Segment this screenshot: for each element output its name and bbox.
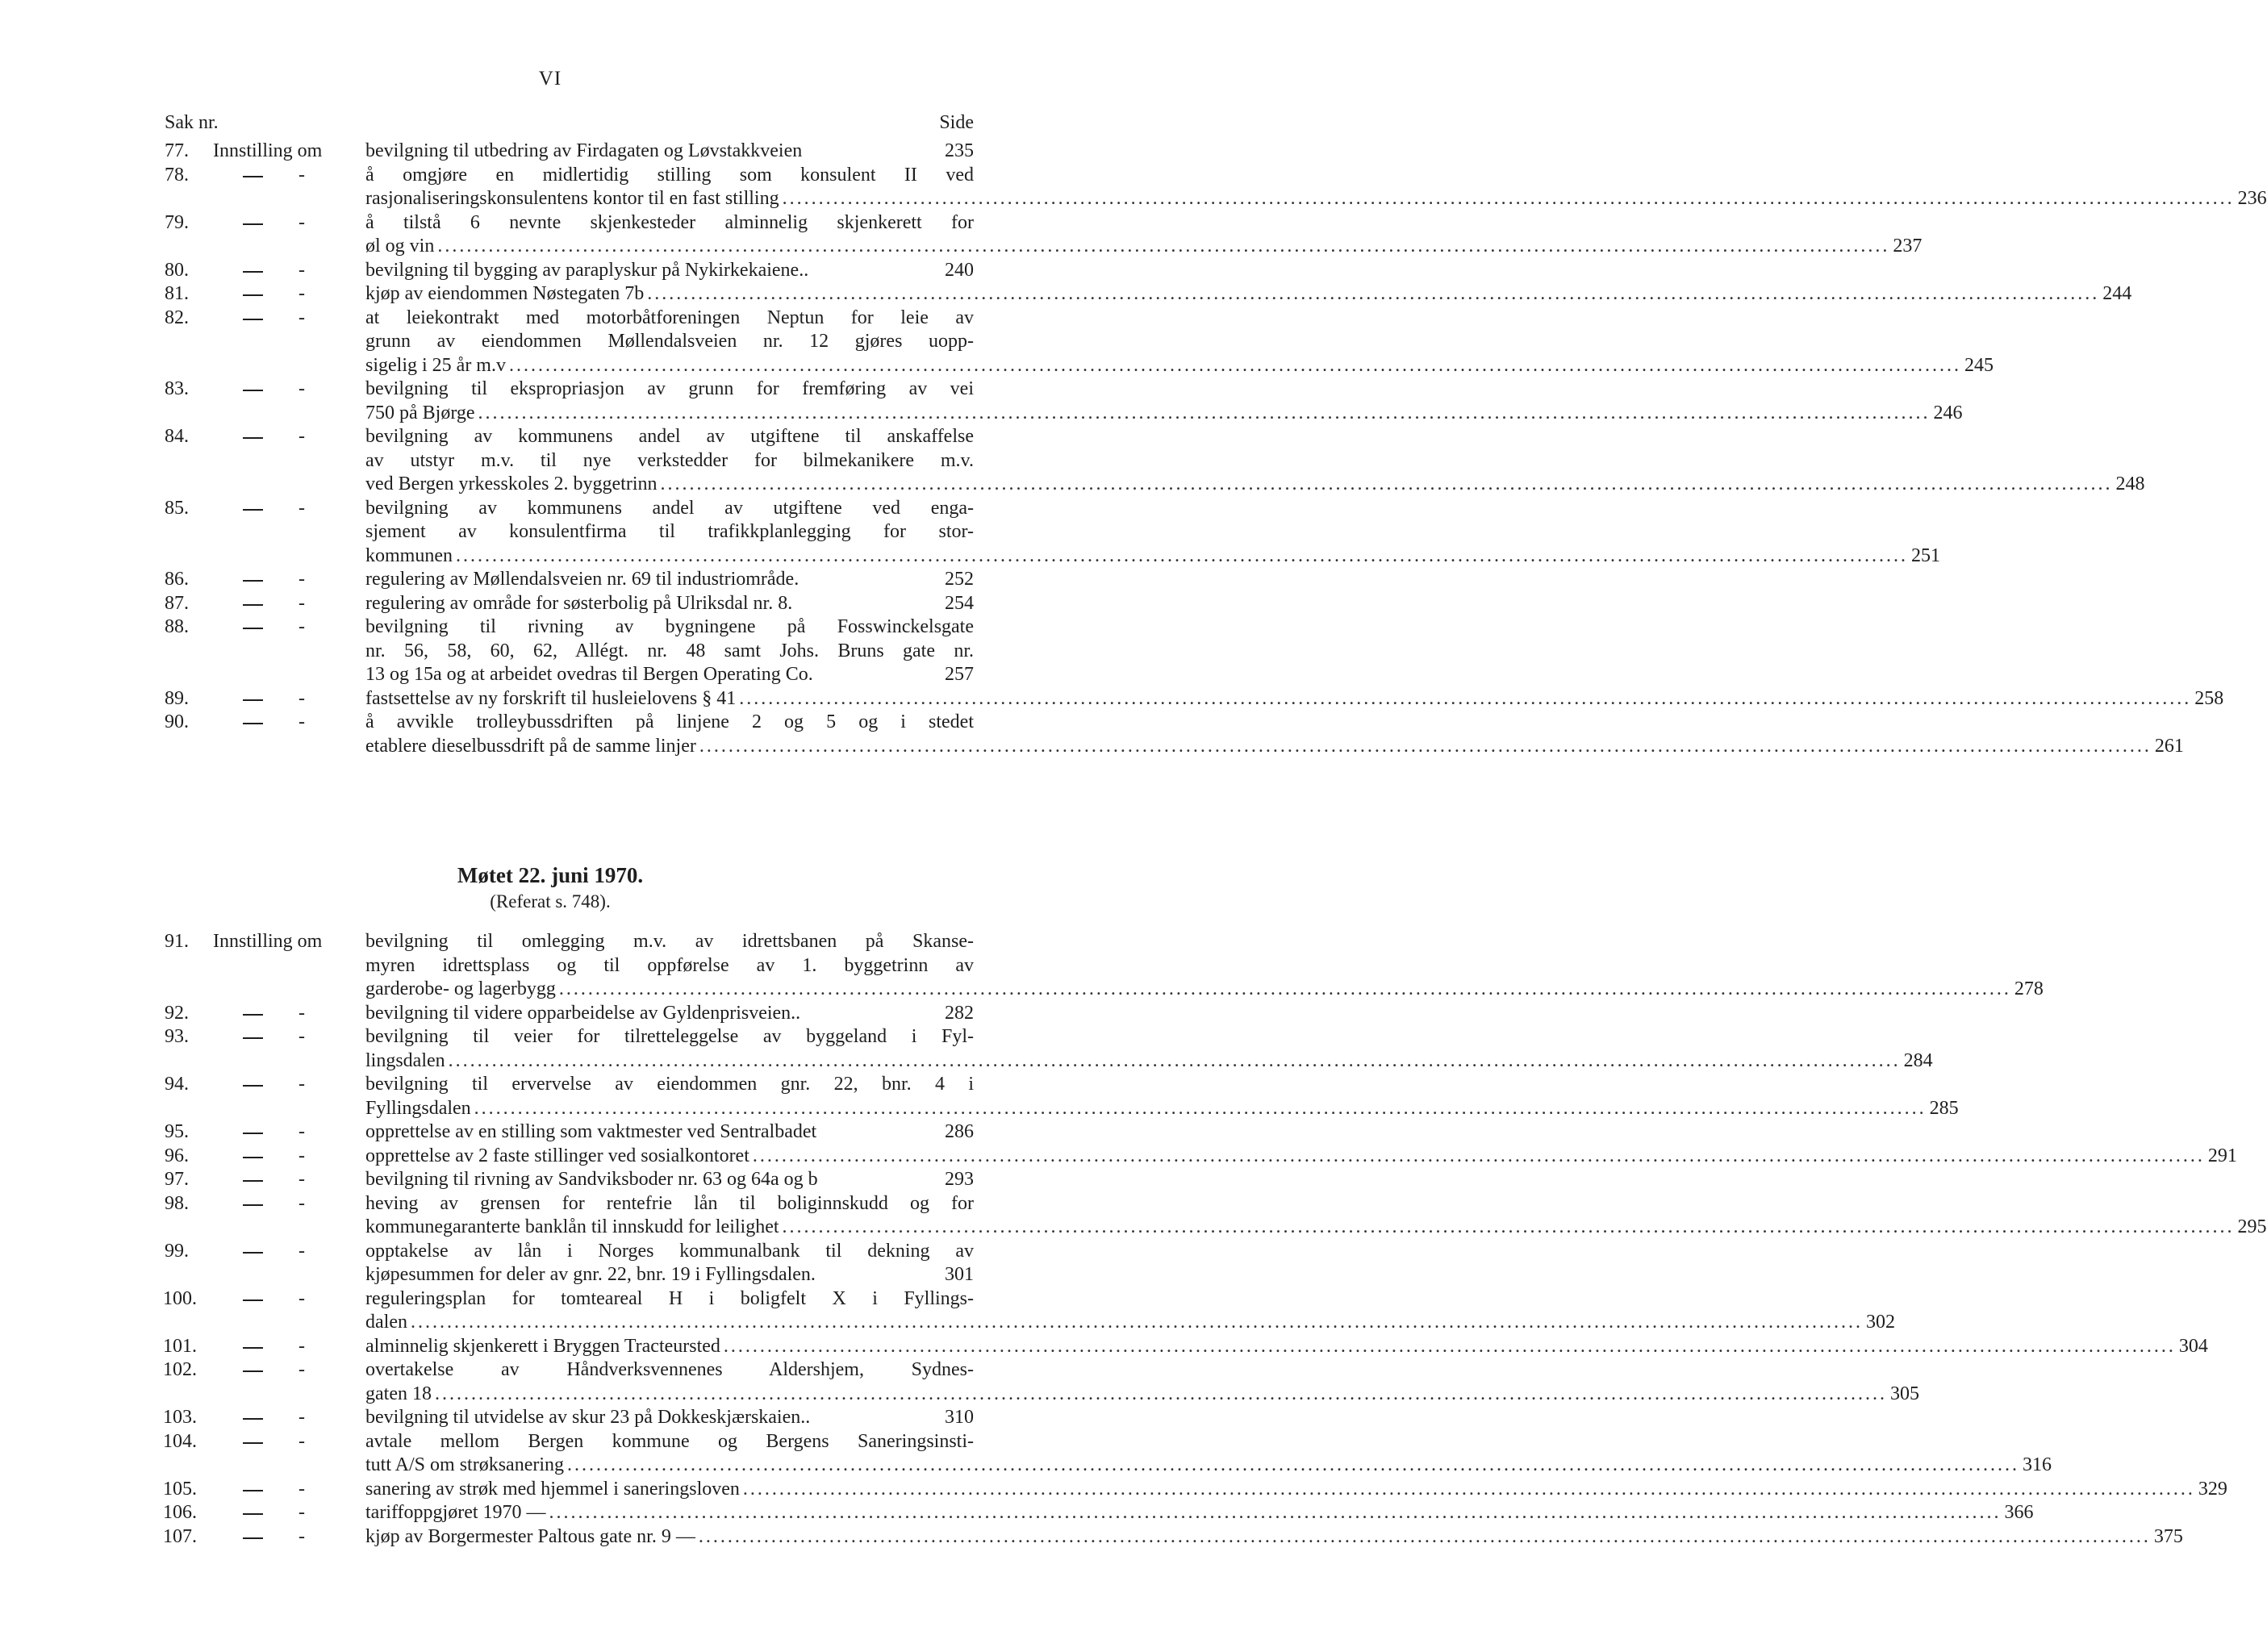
entry-last-line <box>365 1383 1919 1407</box>
case-number: 77. <box>165 140 189 161</box>
entry-line: bevilgning til videre opparbeidelse av Gyldenprisveien.. <box>365 1002 801 1024</box>
case-number-heading: Sak nr. <box>165 112 219 133</box>
page-ref: 251 <box>1911 544 1940 566</box>
ditto-hyphen: - <box>299 1169 305 1190</box>
page-ref: 236 <box>2237 188 2267 209</box>
ditto-dash <box>243 1180 263 1182</box>
index-entry <box>165 497 1940 569</box>
index-entry <box>165 425 2145 497</box>
entry-text <box>365 1073 1959 1120</box>
entry-line: bevilgning til veier for tilretteleggelse av byggeland i Fyl- <box>365 1026 974 1047</box>
entry-text <box>365 1168 974 1192</box>
ditto-hyphen: - <box>299 569 305 590</box>
entry-line: bevilgning til rivning av bygningene på Fosswinckelsgate <box>365 616 974 637</box>
page-ref: 282 <box>945 1002 974 1024</box>
entry-text <box>365 282 2132 307</box>
entry-text <box>365 711 2184 758</box>
entry-text <box>365 1478 2227 1502</box>
entry-line: bevilgning til omlegging m.v. av idrettsbanen på Skanse- <box>365 931 974 952</box>
entry-line: ved Bergen yrkesskoles 2. byggetrinn <box>365 473 658 494</box>
ditto-hyphen: - <box>299 1335 305 1357</box>
case-number: 87. <box>165 592 189 614</box>
entry-lead: Innstilling om <box>213 931 323 952</box>
index-entry <box>165 1168 974 1192</box>
page-ref: 366 <box>2004 1502 2034 1523</box>
entry-last-line <box>365 187 2267 211</box>
entry-line: kjøpesummen for deler av gnr. 22, bnr. 19 i Fyllingsdalen. <box>365 1264 816 1285</box>
entry-line: opprettelse av en stilling som vaktmester ved Sentralbadet <box>365 1121 817 1142</box>
index-entry <box>165 1120 974 1145</box>
ditto-hyphen: - <box>299 1145 305 1166</box>
index-entry <box>165 568 974 592</box>
index-entry <box>165 615 974 687</box>
page-ref: 301 <box>945 1264 974 1285</box>
entry-text <box>365 1025 1933 1073</box>
entry-last-line <box>365 735 2184 759</box>
case-number: 99. <box>165 1240 189 1262</box>
page-ref: 302 <box>1865 1312 1895 1333</box>
ditto-hyphen: - <box>299 1287 305 1309</box>
entry-line: tutt A/S om strøksanering <box>365 1454 564 1475</box>
entry-lead: Innstilling om <box>213 140 323 161</box>
ditto-dash <box>243 1418 263 1420</box>
ditto-hyphen: - <box>299 211 305 233</box>
index-entry <box>163 1525 2183 1550</box>
entry-text <box>365 1192 2267 1240</box>
entry-last-line <box>365 1501 2034 1525</box>
entry-text <box>365 259 974 283</box>
case-number: 95. <box>165 1121 189 1142</box>
case-number: 107. <box>163 1525 197 1547</box>
ditto-hyphen: - <box>299 1121 305 1142</box>
dot-leader: ........................................................................................................................................................................................................ <box>474 1097 1927 1119</box>
entry-last-line <box>365 1145 2237 1169</box>
page-ref: 254 <box>945 592 974 614</box>
ditto-hyphen: - <box>299 1525 305 1547</box>
ditto-hyphen: - <box>299 1407 305 1428</box>
entry-line: reguleringsplan for tomteareal H i boligfelt X i Fyllings- <box>365 1287 974 1309</box>
ditto-dash <box>243 1133 263 1134</box>
entry-line: bevilgning til utbedring av Firdagaten og Løvstakkveien <box>365 140 803 161</box>
case-number: 102. <box>163 1359 197 1380</box>
entry-line: garderobe- og lagerbygg <box>365 978 556 999</box>
index-entry <box>163 1287 1895 1335</box>
index-section-1 <box>165 140 2267 758</box>
entry-line: tariffoppgjøret 1970 — <box>365 1502 546 1523</box>
dot-leader: ........................................................................................................................................................................................................ <box>410 1312 1863 1333</box>
index-entry <box>165 140 974 164</box>
entry-line: fastsettelse av ny forskrift til husleielovens § 41 <box>365 687 737 709</box>
entry-last-line <box>365 1263 974 1287</box>
ditto-hyphen: - <box>299 1478 305 1500</box>
entry-last-line <box>365 1525 2183 1550</box>
ditto-dash <box>243 271 263 273</box>
ditto-hyphen: - <box>299 1502 305 1523</box>
ditto-dash <box>243 176 263 177</box>
ditto-hyphen: - <box>299 1430 305 1452</box>
case-number: 94. <box>165 1074 189 1095</box>
page-ref: 257 <box>945 664 974 685</box>
meeting-subtitle: (Referat s. 748). <box>490 891 611 912</box>
ditto-hyphen: - <box>299 1074 305 1095</box>
ditto-dash <box>243 1442 263 1444</box>
case-number: 96. <box>165 1145 189 1166</box>
ditto-dash <box>243 509 263 511</box>
dot-leader: ........................................................................................................................................................................................................ <box>549 1502 2002 1523</box>
entry-line: regulering av Møllendalsveien nr. 69 til industriområde. <box>365 569 800 590</box>
entry-last-line <box>365 282 2132 307</box>
page-ref: 286 <box>945 1121 974 1142</box>
dot-leader: ........................................................................................................................................................................................................ <box>782 188 2235 209</box>
index-entry <box>165 687 2224 711</box>
index-entry <box>165 211 1923 259</box>
entry-last-line <box>365 1406 974 1430</box>
ditto-dash <box>243 437 263 439</box>
entry-line: alminnelig skjenkerett i Bryggen Tracteursted <box>365 1335 720 1357</box>
dot-leader: ........................................................................................................................................................................................................ <box>508 354 1961 376</box>
dot-leader: ........................................................................................................................................................................................................ <box>782 1216 2235 1237</box>
entry-text <box>365 930 2044 1002</box>
entry-text <box>365 211 1923 259</box>
entry-last-line <box>365 1049 1933 1074</box>
index-entry <box>165 1192 2267 1240</box>
case-number: 82. <box>165 307 189 328</box>
entry-text <box>365 1501 2034 1525</box>
page-ref: 261 <box>2154 735 2184 757</box>
entry-text <box>365 1335 2208 1359</box>
page-ref: 244 <box>2102 283 2132 304</box>
entry-line: avtale mellom Bergen kommune og Bergens Saneringsinsti- <box>365 1430 974 1452</box>
case-number: 103. <box>163 1407 197 1428</box>
entry-text <box>365 140 974 164</box>
case-number: 86. <box>165 569 189 590</box>
case-number: 78. <box>165 164 189 186</box>
entry-text <box>365 592 974 616</box>
ditto-dash <box>243 628 263 629</box>
case-number: 91. <box>165 931 189 952</box>
index-entry <box>163 1501 2034 1525</box>
index-entry <box>163 1358 1919 1406</box>
entry-text <box>365 1145 2237 1169</box>
case-number: 100. <box>163 1287 197 1309</box>
entry-text <box>365 164 2267 211</box>
entry-line: etablere dieselbussdrift på de samme linjer <box>365 735 696 757</box>
dot-leader: ........................................................................................................................................................................................................ <box>456 544 1908 566</box>
ditto-hyphen: - <box>299 283 305 304</box>
case-number: 79. <box>165 211 189 233</box>
ditto-dash <box>243 604 263 606</box>
ditto-dash <box>243 1085 263 1087</box>
index-entry <box>165 164 2267 211</box>
entry-text <box>365 568 974 592</box>
case-number: 81. <box>165 283 189 304</box>
entry-line: opptakelse av lån i Norges kommunalbank til dekning av <box>365 1240 974 1262</box>
entry-last-line <box>365 1311 1895 1335</box>
page-ref: 285 <box>1929 1097 1959 1119</box>
ditto-hyphen: - <box>299 307 305 328</box>
entry-last-line <box>365 402 1963 426</box>
entry-line: 13 og 15a og at arbeidet ovedras til Bergen Operating Co. <box>365 664 813 685</box>
entry-line: regulering av område for søsterbolig på Ulriksdal nr. 8. <box>365 592 793 614</box>
page-ref: 295 <box>2237 1216 2267 1237</box>
page-ref: 248 <box>2115 473 2145 494</box>
dot-leader: ........................................................................................................................................................................................................ <box>558 978 2011 999</box>
entry-last-line <box>365 1097 1959 1121</box>
entry-last-line <box>365 473 2145 497</box>
ditto-dash <box>243 390 263 391</box>
dot-leader: ........................................................................................................................................................................................................ <box>698 1525 2151 1547</box>
ditto-dash <box>243 294 263 296</box>
dot-leader: ........................................................................................................................................................................................................ <box>437 236 1890 257</box>
case-number: 106. <box>163 1502 197 1523</box>
index-entry <box>163 1430 2052 1478</box>
entry-last-line <box>365 1120 974 1145</box>
ditto-dash <box>243 699 263 701</box>
entry-line: rasjonaliseringskonsulentens kontor til en fast stilling <box>365 188 779 209</box>
entry-text <box>365 1358 1919 1406</box>
entry-text <box>365 497 1940 569</box>
entry-line: bevilgning til bygging av paraplyskur på Nykirkekaiene.. <box>365 259 809 281</box>
entry-line: sanering av strøk med hjemmel i saneringsloven <box>365 1478 740 1500</box>
page-ref: 291 <box>2207 1145 2237 1166</box>
entry-last-line <box>365 235 1923 259</box>
dot-leader: ........................................................................................................................................................................................................ <box>739 687 2192 709</box>
index-entry <box>165 1073 1959 1120</box>
ditto-dash <box>243 1370 263 1372</box>
entry-line: opprettelse av 2 faste stillinger ved sosialkontoret <box>365 1145 749 1166</box>
page-ref: 245 <box>1964 354 1994 376</box>
case-number: 104. <box>163 1430 197 1452</box>
page-ref: 304 <box>2178 1335 2208 1357</box>
page-ref: 284 <box>1903 1049 1933 1071</box>
ditto-hyphen: - <box>299 711 305 732</box>
entry-text <box>365 687 2224 711</box>
entry-line: nr. 56, 58, 60, 62, Allégt. nr. 48 samt Johs. Bruns gate nr. <box>365 640 974 661</box>
ditto-dash <box>243 580 263 582</box>
index-entry <box>165 259 974 283</box>
entry-line: kjøp av eiendommen Nøstegaten 7b <box>365 283 645 304</box>
case-number: 101. <box>163 1335 197 1357</box>
entry-line: heving av grensen for rentefrie lån til boliginnskudd og for <box>365 1192 974 1214</box>
page-ref: 293 <box>945 1169 974 1190</box>
entry-last-line <box>365 687 2224 711</box>
ditto-hyphen: - <box>299 164 305 186</box>
entry-last-line <box>365 259 974 283</box>
ditto-hyphen: - <box>299 426 305 447</box>
ditto-hyphen: - <box>299 1359 305 1380</box>
page-heading: Side <box>939 112 974 133</box>
entry-last-line <box>365 663 974 687</box>
ditto-dash <box>243 319 263 320</box>
index-entry <box>165 378 1963 425</box>
page-ref: 329 <box>2198 1478 2227 1500</box>
case-number: 84. <box>165 426 189 447</box>
ditto-dash <box>243 1513 263 1515</box>
index-entry <box>165 1002 974 1026</box>
ditto-dash <box>243 1014 263 1016</box>
ditto-hyphen: - <box>299 1240 305 1262</box>
ditto-dash <box>243 1490 263 1491</box>
entry-text <box>365 1406 974 1430</box>
entry-line: at leiekontrakt med motorbåtforeningen Neptun for leie av <box>365 307 974 328</box>
case-number: 89. <box>165 687 189 709</box>
dot-leader: ........................................................................................................................................................................................................ <box>434 1383 1887 1404</box>
dot-leader: ........................................................................................................................................................................................................ <box>448 1049 1901 1071</box>
entry-line: kjøp av Borgermester Paltous gate nr. 9 — <box>365 1525 695 1547</box>
dot-leader: ........................................................................................................................................................................................................ <box>660 473 2113 494</box>
case-number: 92. <box>165 1002 189 1024</box>
entry-line: bevilgning til utvidelse av skur 23 på Dokkeskjærskaien.. <box>365 1407 811 1428</box>
entry-line: bevilgning av kommunens andel av utgiftene ved enga- <box>365 497 974 519</box>
entry-text <box>365 1002 974 1026</box>
ditto-hyphen: - <box>299 497 305 519</box>
ditto-dash <box>243 1252 263 1254</box>
ditto-hyphen: - <box>299 1026 305 1047</box>
entry-line: kommunen <box>365 544 453 566</box>
ditto-dash <box>243 1299 263 1301</box>
index-entry <box>165 1145 2237 1169</box>
dot-leader: ........................................................................................................................................................................................................ <box>742 1478 2195 1500</box>
meeting-title: Møtet 22. juni 1970. <box>457 863 644 887</box>
page-ref: 235 <box>945 140 974 161</box>
entry-line: av utstyr m.v. til nye verkstedder for bilmekanikere m.v. <box>365 449 974 471</box>
case-number: 88. <box>165 616 189 637</box>
page-ref: 252 <box>945 569 974 590</box>
index-entry <box>163 1478 2227 1502</box>
entry-last-line <box>365 354 1994 378</box>
dot-leader: ........................................................................................................................................................................................................ <box>752 1145 2205 1166</box>
entry-line: å avvikle trolleybussdriften på linjene 2 og 5 og i stedet <box>365 711 974 732</box>
ditto-hyphen: - <box>299 1002 305 1024</box>
ditto-hyphen: - <box>299 616 305 637</box>
ditto-hyphen: - <box>299 687 305 709</box>
entry-line: lingsdalen <box>365 1049 445 1071</box>
entry-text <box>365 1430 2052 1478</box>
entry-text <box>365 615 974 687</box>
dot-leader: ........................................................................................................................................................................................................ <box>699 735 2152 757</box>
entry-line: kommunegaranterte banklån til innskudd for leilighet <box>365 1216 779 1237</box>
entry-last-line <box>365 1454 2052 1478</box>
dot-leader: ........................................................................................................................................................................................................ <box>647 283 2100 304</box>
entry-line: overtakelse av Håndverksvennenes Aldershjem, Sydnes- <box>365 1359 974 1380</box>
index-entry <box>165 307 1994 378</box>
ditto-hyphen: - <box>299 592 305 614</box>
entry-last-line <box>365 568 974 592</box>
entry-last-line <box>365 1478 2227 1502</box>
entry-line: grunn av eiendommen Møllendalsveien nr. 12 gjøres uopp- <box>365 331 974 352</box>
column-header <box>165 112 974 138</box>
entry-text <box>365 307 1994 378</box>
entry-line: bevilgning til ervervelse av eiendommen gnr. 22, bnr. 4 i <box>365 1074 974 1095</box>
ditto-hyphen: - <box>299 259 305 281</box>
page-ref: 237 <box>1893 236 1923 257</box>
entry-line: dalen <box>365 1312 407 1333</box>
page-ref: 278 <box>2014 978 2044 999</box>
ditto-hyphen: - <box>299 1192 305 1214</box>
page-number: VI <box>538 68 562 90</box>
entry-line: å omgjøre en midlertidig stilling som konsulent II ved <box>365 164 974 186</box>
page-ref: 240 <box>945 259 974 281</box>
entry-text <box>365 1525 2183 1550</box>
ditto-dash <box>243 1537 263 1539</box>
entry-last-line <box>365 1002 974 1026</box>
entry-line: sjement av konsulentfirma til trafikkplanlegging for stor- <box>365 521 974 542</box>
page-ref: 316 <box>2023 1454 2052 1475</box>
entry-line: Fyllingsdalen <box>365 1097 471 1119</box>
case-number: 93. <box>165 1026 189 1047</box>
dot-leader: ........................................................................................................................................................................................................ <box>478 402 1931 423</box>
entry-line: bevilgning til ekspropriasjon av grunn for fremføring av vei <box>365 378 974 399</box>
index-entry <box>165 1240 974 1287</box>
ditto-dash <box>243 223 263 225</box>
entry-line: gaten 18 <box>365 1383 432 1404</box>
ditto-dash <box>243 1157 263 1158</box>
page-ref: 258 <box>2194 687 2224 709</box>
dot-leader: ........................................................................................................................................................................................................ <box>723 1335 2176 1357</box>
ditto-hyphen: - <box>299 378 305 399</box>
case-number: 83. <box>165 378 189 399</box>
dot-leader: ........................................................................................................................................................................................................ <box>567 1454 2019 1475</box>
index-entry <box>165 592 974 616</box>
entry-last-line <box>365 592 974 616</box>
page-ref: 305 <box>1889 1383 1919 1404</box>
index-entry <box>165 711 2184 758</box>
entry-last-line <box>365 1168 974 1192</box>
index-entry <box>165 1025 1933 1073</box>
ditto-dash <box>243 1204 263 1206</box>
index-entry <box>163 1335 2208 1359</box>
entry-text <box>365 1240 974 1287</box>
entry-line: bevilgning til rivning av Sandviksboder nr. 63 og 64a og b <box>365 1169 818 1190</box>
entry-line: myren idrettsplass og til oppførelse av 1. byggetrinn av <box>365 954 974 976</box>
entry-line: å tilstå 6 nevnte skjenkesteder alminnelig skjenkerett for <box>365 211 974 233</box>
ditto-dash <box>243 1037 263 1039</box>
index-entry <box>165 930 2044 1002</box>
entry-last-line <box>365 544 1940 569</box>
index-entry <box>165 1406 974 1430</box>
page-ref: 310 <box>945 1407 974 1428</box>
entry-line: øl og vin <box>365 236 435 257</box>
entry-last-line <box>365 1335 2208 1359</box>
entry-text <box>365 1287 1895 1335</box>
page-ref: 375 <box>2153 1525 2183 1547</box>
case-number: 90. <box>165 711 189 732</box>
case-number: 98. <box>165 1192 189 1214</box>
case-number: 105. <box>163 1478 197 1500</box>
entry-last-line <box>365 1216 2267 1240</box>
entry-line: 750 på Bjørge <box>365 402 475 423</box>
entry-last-line <box>365 140 974 164</box>
case-number: 97. <box>165 1169 189 1190</box>
entry-text <box>365 1120 974 1145</box>
ditto-dash <box>243 1347 263 1349</box>
ditto-dash <box>243 723 263 724</box>
page-ref: 246 <box>1933 402 1963 423</box>
entry-line: sigelig i 25 år m.v <box>365 354 506 376</box>
index-entry <box>165 282 2132 307</box>
entry-text <box>365 378 1963 425</box>
entry-text <box>365 425 2145 497</box>
case-number: 80. <box>165 259 189 281</box>
entry-last-line <box>365 978 2044 1002</box>
index-section-2 <box>163 930 2267 1549</box>
entry-line: bevilgning av kommunens andel av utgiftene til anskaffelse <box>365 426 974 447</box>
case-number: 85. <box>165 497 189 519</box>
